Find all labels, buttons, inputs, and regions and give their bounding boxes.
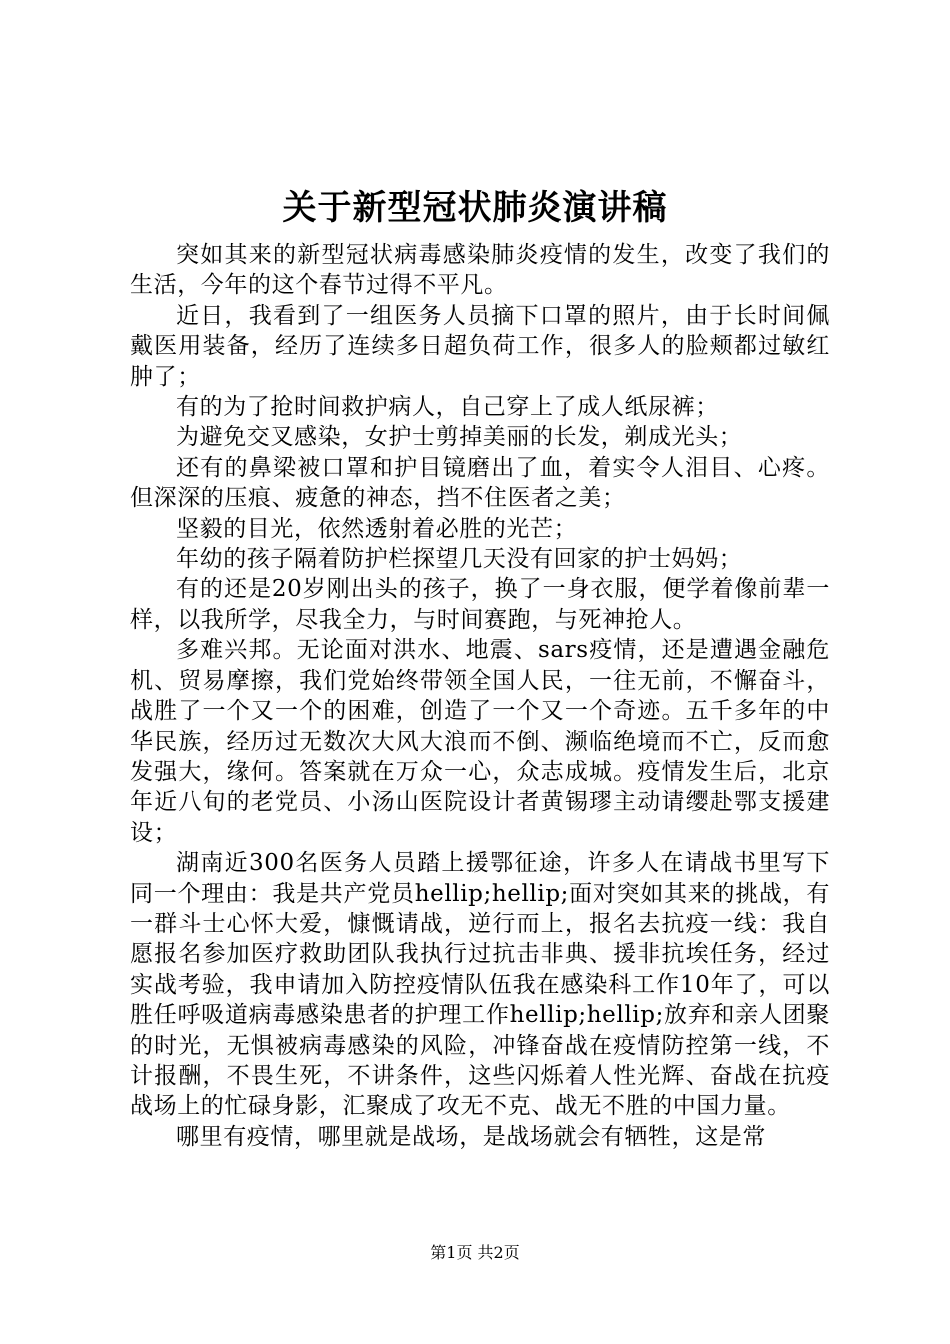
paragraph: 年幼的孩子隔着防护栏探望几天没有回家的护士妈妈； (176, 546, 743, 573)
paragraph: 多难兴邦。无论面对洪水、地震、sars疫情，还是遭遇金融危机、贸易摩擦，我们党始终带领全国人民，一往无前，不懈奋斗，战胜了一个又一个的困难，创造了一个又一个奇迹。五千多年的中华民族，经历过无数次大风大浪而不倒、濒临绝境而不亡，反而愈发强大，缘何。答案就在万众一心，众志成城。疫情发生后，北京年近八旬的老党员、小汤山医院设计者黄锡璆主动请缨赴鄂支援建设； (130, 637, 830, 846)
paragraph: 哪里有疫情，哪里就是战场，是战场就会有牺牲，这是常 (176, 1123, 766, 1150)
paragraph: 坚毅的目光，依然透射着必胜的光芒； (176, 515, 578, 542)
paragraph: 湖南近300名医务人员踏上援鄂征途，许多人在请战书里写下同一个理由：我是共产党员hellip;hellip;面对突如其来的挑战，有一群斗士心怀大爱，慷慨请战，逆行而上，报名去抗疫一线：我自愿报名参加医疗救助团队我执行过抗击非典、援非抗埃任务，经过实战考验，我申请加入防控疫情队伍我在感染科工作10年了，可以胜任呼吸道病毒感染患者的护理工作hellip;hellip;放弃和亲人团聚的时光，无惧被病毒感染的风险，冲锋奋战在疫情防控第一线，不计报酬，不畏生死，不讲条件，这些闪烁着人性光辉、奋战在抗疫战场上的忙碌身影，汇聚成了攻无不克、战无不胜的中国力量。 (130, 850, 830, 1120)
paragraph: 近日，我看到了一组医务人员摘下口罩的照片，由于长时间佩戴医用装备，经历了连续多日超负荷工作，很多人的脸颊都过敏红肿了； (130, 302, 830, 390)
paragraph: 有的还是20岁刚出头的孩子，换了一身衣服，便学着像前辈一样，以我所学，尽我全力，与时间赛跑，与死神抢人。 (130, 576, 830, 633)
document-title: 关于新型冠状肺炎演讲稿 (282, 188, 668, 228)
document-body (130, 240, 830, 1152)
paragraph: 突如其来的新型冠状病毒感染肺炎疫情的发生，改变了我们的生活，今年的这个春节过得不平凡。 (130, 242, 830, 299)
paragraph: 还有的鼻梁被口罩和护目镜磨出了血，着实令人泪目、心疼。但深深的压痕、疲惫的神态，挡不住医者之美； (130, 454, 830, 512)
paragraph: 为避免交叉感染，女护士剪掉美丽的长发，剃成光头； (176, 424, 743, 451)
paragraph: 有的为了抢时间救护病人，自己穿上了成人纸尿裤； (176, 394, 719, 421)
page-number-footer: 第1页 共2页 (430, 1243, 520, 1262)
